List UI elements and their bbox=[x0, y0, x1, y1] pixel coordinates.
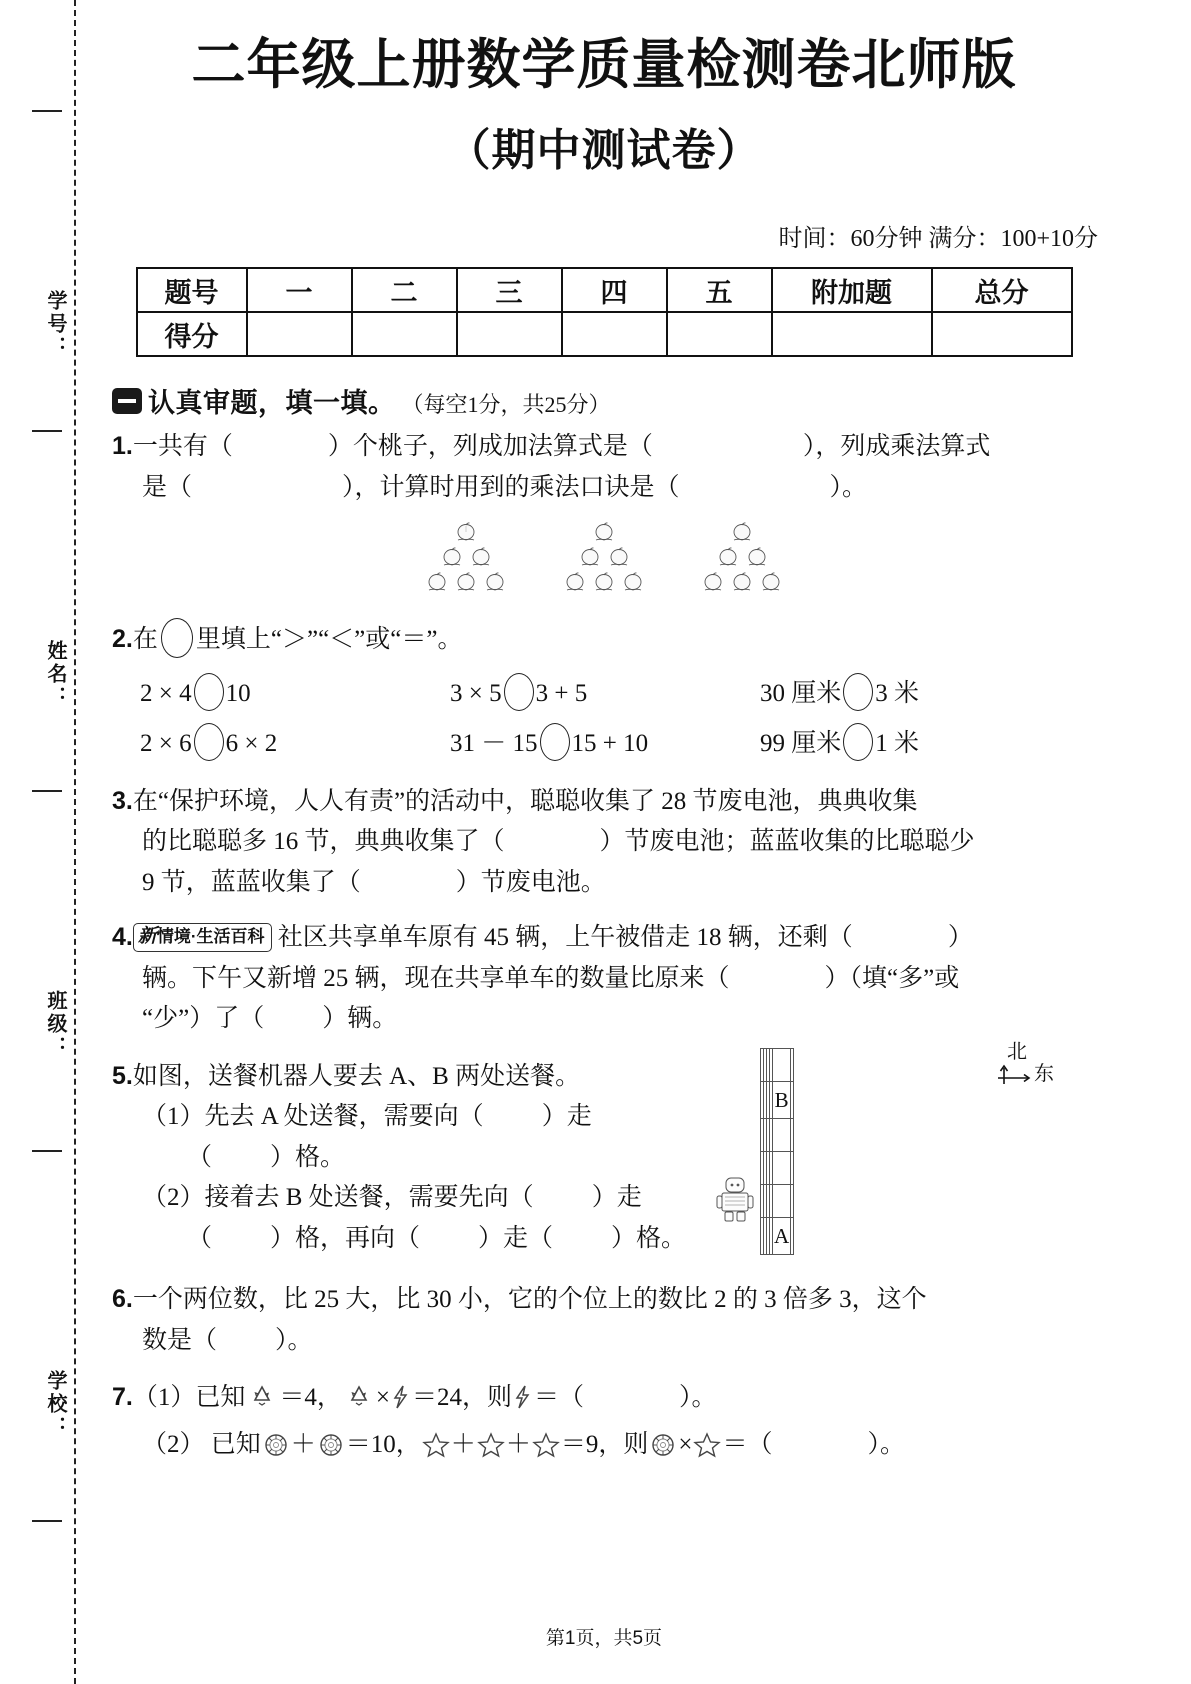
peach-icon bbox=[482, 572, 508, 596]
q2-item-4-right: 6 × 2 bbox=[225, 729, 278, 757]
section-number-one-icon bbox=[112, 388, 142, 414]
peach-row bbox=[715, 547, 770, 571]
peach-icon bbox=[453, 522, 479, 546]
q5-p2-b: ）走 bbox=[591, 1184, 642, 1212]
side-divider-2 bbox=[32, 430, 62, 432]
score-header-3: 三 bbox=[457, 268, 562, 312]
question-3-number: 3. bbox=[112, 786, 133, 815]
q7-p1-f: ）。 bbox=[679, 1384, 717, 1412]
q7-p2-d: ＋ bbox=[450, 1430, 476, 1458]
question-4 bbox=[112, 917, 1104, 1040]
peach-icon bbox=[468, 547, 494, 571]
peach-icon bbox=[729, 572, 755, 596]
question-3-line-1 bbox=[112, 781, 1104, 823]
page-subtitle: （期中测试卷） bbox=[446, 126, 762, 176]
q7-p2-i: ）。 bbox=[867, 1430, 905, 1458]
q2-item-5-left: 31 － 15 bbox=[450, 729, 538, 757]
question-1 bbox=[112, 426, 1104, 508]
side-divider-5 bbox=[32, 1520, 62, 1522]
q5-p2-f: ）格。 bbox=[611, 1224, 687, 1252]
q2-stem-a: 在 bbox=[132, 626, 158, 654]
peach-icon bbox=[577, 547, 603, 571]
question-5-part-1-line-2 bbox=[112, 1138, 1104, 1179]
question-4-line-2 bbox=[112, 959, 1104, 1000]
grid-cell-b[interactable]: B bbox=[773, 1081, 791, 1118]
q2-item-2 bbox=[450, 673, 760, 711]
q2-item-4 bbox=[140, 723, 450, 761]
q2-item-6-right: 1 米 bbox=[875, 729, 920, 757]
side-label-column bbox=[22, 0, 70, 1684]
question-7-part-2 bbox=[112, 1425, 1104, 1466]
question-1-number: 1. bbox=[112, 432, 133, 461]
peach-row bbox=[577, 547, 632, 571]
question-3-line-3 bbox=[112, 863, 1104, 904]
side-divider-3 bbox=[32, 790, 62, 792]
score-table bbox=[136, 267, 1073, 357]
peach-group bbox=[424, 522, 508, 596]
question-6-number: 6. bbox=[112, 1285, 133, 1314]
q7-p2-g: × bbox=[678, 1430, 693, 1458]
q2-item-3-right: 3 米 bbox=[875, 679, 920, 707]
q7-p2-h: ＝（ bbox=[722, 1430, 773, 1458]
score-header-label: 题号 bbox=[137, 268, 247, 312]
side-divider-1 bbox=[32, 110, 62, 112]
q3-text-1: 在“保护环境，人人有责”的活动中，聪聪收集了 28 节废电池，典典收集 bbox=[132, 787, 918, 815]
q1-text-e: ），计算时用到的乘法口诀是（ bbox=[342, 473, 680, 501]
peach-icon bbox=[729, 522, 755, 546]
q1-text-a: 一共有（ bbox=[132, 433, 233, 461]
grid-cell[interactable] bbox=[791, 1048, 794, 1081]
q4-text-3a: “少”）了（ bbox=[142, 1005, 265, 1033]
compass bbox=[994, 1040, 1054, 1100]
question-5-part-1-line-1 bbox=[112, 1097, 1104, 1138]
q2-item-3 bbox=[760, 673, 1070, 711]
q5-p1-d: ）格。 bbox=[270, 1143, 346, 1171]
question-6-line-1 bbox=[112, 1279, 1104, 1321]
peach-row bbox=[562, 572, 646, 596]
recycle-triangle-icon bbox=[245, 1383, 279, 1411]
q3-text-3b: ）节废电池。 bbox=[455, 868, 606, 896]
question-6-line-2 bbox=[112, 1321, 1104, 1362]
question-2 bbox=[112, 618, 1104, 661]
q2-item-3-circle[interactable] bbox=[843, 673, 873, 711]
peach-icon bbox=[758, 572, 784, 596]
question-4-line-1 bbox=[112, 917, 1104, 959]
q6-text-2a: 数是（ bbox=[142, 1326, 218, 1354]
q2-item-4-circle[interactable] bbox=[194, 723, 224, 761]
section-1-header bbox=[112, 381, 1104, 420]
peach-row bbox=[424, 572, 508, 596]
q2-item-4-left: 2 × 6 bbox=[140, 729, 192, 757]
q5-p1-a: （1）先去 A 处送餐，需要向（ bbox=[142, 1103, 484, 1131]
exam-page bbox=[104, 0, 1104, 1684]
lightning-bolt-icon bbox=[512, 1383, 534, 1411]
delivery-robot-icon bbox=[714, 1176, 756, 1224]
binding-dashed-line bbox=[74, 0, 76, 1684]
grid-cell[interactable] bbox=[773, 1184, 791, 1217]
question-7-part-1 bbox=[112, 1377, 1104, 1419]
badge-text-topic: 情境·生活百科 bbox=[156, 927, 265, 947]
question-2-row-2 bbox=[140, 723, 1104, 761]
section-1-title: 认真审题，填一填。 bbox=[148, 388, 396, 419]
q7-p2-f: ＝9，则 bbox=[560, 1430, 649, 1458]
side-label-class: 班级： bbox=[44, 990, 66, 1059]
q2-item-2-circle[interactable] bbox=[504, 673, 534, 711]
score-header-2: 二 bbox=[352, 268, 457, 312]
q2-item-6-left: 99 厘米 bbox=[760, 729, 842, 757]
q4-text-1a: 社区共享单车原有 45 辆，上午被借走 18 辆，还剩（ bbox=[277, 924, 853, 952]
question-4-line-3 bbox=[112, 999, 1104, 1040]
score-header-5: 五 bbox=[667, 268, 772, 312]
grid-cell[interactable] bbox=[791, 1118, 794, 1151]
peach-icon bbox=[606, 547, 632, 571]
star-icon bbox=[531, 1431, 561, 1459]
score-cell-total[interactable] bbox=[932, 312, 1072, 356]
q2-stem-circle[interactable] bbox=[161, 618, 193, 658]
q2-item-1-right: 10 bbox=[225, 679, 251, 707]
score-header-4: 四 bbox=[562, 268, 667, 312]
bottle-cap-icon bbox=[316, 1431, 346, 1459]
peach-icon bbox=[591, 572, 617, 596]
grid-row bbox=[761, 1151, 794, 1184]
grid-row bbox=[761, 1118, 794, 1151]
q1-text-d: 是（ bbox=[142, 473, 193, 501]
score-cell-1[interactable] bbox=[247, 312, 352, 356]
side-label-name: 姓名： bbox=[44, 640, 66, 709]
peach-group bbox=[562, 522, 646, 596]
score-header-extra: 附加题 bbox=[772, 268, 932, 312]
question-3 bbox=[112, 781, 1104, 904]
page-title: 二年级上册数学质量检测卷北师版 bbox=[191, 35, 1017, 95]
peach-icon bbox=[715, 547, 741, 571]
page-footer: 第1页，共5页 bbox=[545, 1628, 663, 1649]
score-cell-2[interactable] bbox=[352, 312, 457, 356]
q2-item-1-circle[interactable] bbox=[194, 673, 224, 711]
grid-cell-a[interactable]: A bbox=[773, 1217, 791, 1254]
q3-text-2a: 的比聪聪多 16 节，典典收集了（ bbox=[142, 828, 505, 856]
score-cell-3[interactable] bbox=[457, 312, 562, 356]
grid-row bbox=[761, 1217, 794, 1254]
peach-figure bbox=[104, 522, 1104, 596]
question-4-number: 4. bbox=[112, 923, 133, 952]
score-cell-extra[interactable] bbox=[772, 312, 932, 356]
score-header-1: 一 bbox=[247, 268, 352, 312]
star-icon bbox=[421, 1431, 451, 1459]
q2-item-5 bbox=[450, 723, 760, 761]
side-label-student-id: 学号： bbox=[44, 290, 66, 359]
peach-icon bbox=[424, 572, 450, 596]
peach-row bbox=[729, 522, 755, 546]
question-5-number: 5. bbox=[112, 1061, 133, 1090]
q2-item-1 bbox=[140, 673, 450, 711]
grid-cell[interactable] bbox=[773, 1151, 791, 1184]
side-label-school: 学校： bbox=[44, 1370, 66, 1439]
badge-text-new: 新 bbox=[137, 926, 157, 948]
question-7-number: 7. bbox=[112, 1383, 133, 1412]
peach-icon bbox=[700, 572, 726, 596]
q3-text-3a: 9 节，蓝蓝收集了（ bbox=[142, 868, 361, 896]
peach-icon bbox=[439, 547, 465, 571]
grid-row bbox=[761, 1081, 794, 1118]
q3-text-2b: ）节废电池；蓝蓝收集的比聪聪少 bbox=[599, 828, 975, 856]
q5-p2-c: （ bbox=[187, 1224, 213, 1252]
peach-row bbox=[591, 522, 617, 546]
question-5-part-2-line-2 bbox=[112, 1219, 1104, 1260]
grid-cell[interactable] bbox=[773, 1118, 791, 1151]
q7-p1-d: ＝24，则 bbox=[412, 1384, 513, 1412]
q7-p2-b: ＋ bbox=[290, 1430, 316, 1458]
score-cell-5[interactable] bbox=[667, 312, 772, 356]
compass-east-label: 东 bbox=[1034, 1062, 1054, 1085]
bottle-cap-icon bbox=[261, 1431, 291, 1459]
q5-p1-b: ）走 bbox=[541, 1103, 592, 1131]
peach-icon bbox=[620, 572, 646, 596]
q2-item-5-right: 15 + 10 bbox=[571, 729, 649, 757]
question-2-row-1 bbox=[140, 673, 1104, 711]
q2-item-6-circle[interactable] bbox=[843, 723, 873, 761]
lightning-bolt-icon bbox=[390, 1383, 412, 1411]
score-row-label: 得分 bbox=[137, 312, 247, 356]
question-1-line-2 bbox=[112, 468, 1104, 509]
bottle-cap-icon bbox=[648, 1431, 678, 1459]
q2-item-1-left: 2 × 4 bbox=[140, 679, 192, 707]
grid-row bbox=[761, 1048, 794, 1081]
q6-text-1: 一个两位数，比 25 大，比 30 小，它的个位上的数比 2 的 3 倍多 3，这个 bbox=[132, 1286, 927, 1314]
star-icon bbox=[692, 1431, 722, 1459]
question-5 bbox=[112, 1040, 1104, 1260]
q5-p2-a: （2）接着去 B 处送餐，需要先向（ bbox=[142, 1184, 534, 1212]
q7-p1-e: ＝（ bbox=[534, 1384, 585, 1412]
q4-text-3b: ）辆。 bbox=[322, 1005, 398, 1033]
q5-p2-d: ）格，再向（ bbox=[270, 1224, 421, 1252]
peach-icon bbox=[453, 572, 479, 596]
q4-text-2a: 辆。下午又新增 25 辆，现在共享单车的数量比原来（ bbox=[142, 964, 730, 992]
peach-row bbox=[700, 572, 784, 596]
peach-icon bbox=[562, 572, 588, 596]
grid-cell[interactable] bbox=[791, 1217, 794, 1254]
q2-item-2-right: 3 + 5 bbox=[535, 679, 588, 707]
q7-p1-a: （1）已知 bbox=[132, 1384, 246, 1412]
peach-icon bbox=[744, 547, 770, 571]
grid-cell[interactable] bbox=[791, 1184, 794, 1217]
q7-p2-a: （2） 已知 bbox=[142, 1430, 261, 1458]
q7-p2-c: ＝10， bbox=[345, 1430, 421, 1458]
q2-stem-b: 里填上“＞”“＜”或“＝”。 bbox=[195, 626, 463, 654]
score-table-header-row bbox=[137, 268, 1072, 312]
question-6 bbox=[112, 1279, 1104, 1361]
question-5-stem bbox=[112, 1056, 1104, 1098]
question-3-line-2 bbox=[112, 822, 1104, 863]
q1-text-c: ），列成乘法算式 bbox=[802, 433, 991, 461]
q2-item-6 bbox=[760, 723, 1070, 761]
grid-cell[interactable] bbox=[773, 1048, 791, 1081]
q5-p2-e: ）走（ bbox=[478, 1224, 554, 1252]
q4-text-2b: ）（填“多”或 bbox=[824, 964, 960, 992]
q2-item-3-left: 30 厘米 bbox=[760, 679, 842, 707]
grid-cell[interactable] bbox=[791, 1151, 794, 1184]
q6-text-2b: ）。 bbox=[275, 1326, 313, 1354]
question-7 bbox=[112, 1377, 1104, 1465]
q7-p1-c: × bbox=[375, 1384, 390, 1412]
q2-item-5-circle[interactable] bbox=[540, 723, 570, 761]
peach-row bbox=[453, 522, 479, 546]
question-5-part-2-line-1 bbox=[112, 1178, 1104, 1219]
q1-text-f: ）。 bbox=[829, 473, 868, 501]
section-1-score-note: （每空1分，共25分） bbox=[401, 392, 611, 418]
q2-item-2-left: 3 × 5 bbox=[450, 679, 502, 707]
question-2-number: 2. bbox=[112, 625, 133, 654]
grid-row bbox=[761, 1184, 794, 1217]
score-cell-4[interactable] bbox=[562, 312, 667, 356]
peach-group bbox=[700, 522, 784, 596]
star-icon bbox=[476, 1431, 506, 1459]
score-table-value-row bbox=[137, 312, 1072, 356]
score-header-total: 总分 bbox=[932, 268, 1072, 312]
new-context-badge bbox=[133, 923, 272, 952]
grid-cell[interactable] bbox=[791, 1081, 794, 1118]
q5-p1-c: （ bbox=[187, 1143, 213, 1171]
compass-north-label: 北 bbox=[1007, 1040, 1027, 1063]
question-2-stem bbox=[112, 618, 1104, 661]
exam-meta-info: 时间：60分钟 满分：100+10分 bbox=[778, 226, 1098, 253]
q1-text-b: ）个桃子，列成加法算式是（ bbox=[327, 433, 653, 461]
q7-p1-b: ＝4， bbox=[279, 1384, 342, 1412]
side-divider-4 bbox=[32, 1150, 62, 1152]
q5-stem-text: 如图，送餐机器人要去 A、B 两处送餐。 bbox=[132, 1062, 581, 1090]
q7-p2-e: ＋ bbox=[505, 1430, 531, 1458]
delivery-grid bbox=[760, 1048, 794, 1255]
question-1-line-1 bbox=[112, 426, 1104, 468]
peach-icon bbox=[591, 522, 617, 546]
recycle-triangle-icon bbox=[342, 1383, 376, 1411]
q4-text-1b: ） bbox=[947, 924, 973, 952]
peach-row bbox=[439, 547, 494, 571]
